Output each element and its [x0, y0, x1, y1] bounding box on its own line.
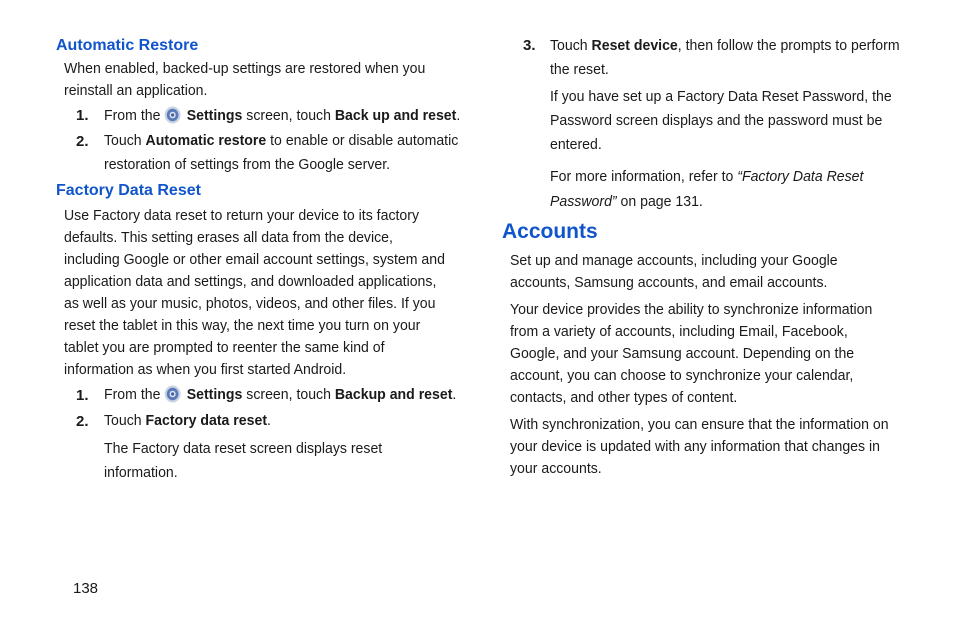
paragraph-line: With synchronization, you can ensure that the information on [510, 416, 889, 433]
page-number: 138 [73, 580, 99, 597]
more-info [550, 164, 863, 214]
step-text: Touch [104, 412, 146, 429]
menu-target: Factory data reset [145, 412, 268, 429]
note-line: The Factory data reset screen displays reset [104, 440, 383, 457]
step-text: restoration of settings from the Google server. [104, 156, 391, 173]
step-number: 1. [76, 107, 89, 124]
step-text: From the [104, 107, 161, 124]
paragraph-line: Set up and manage accounts, including your Google [510, 252, 838, 269]
step-text: the reset. [550, 61, 609, 78]
paragraph-line: accounts, Samsung accounts, and email accounts. [510, 274, 828, 291]
step-text: . [452, 386, 457, 403]
restore-step-1 [104, 105, 460, 127]
paragraph-line: Google, and your Samsung account. Depending on the [510, 345, 855, 362]
reset-intro-line: reset the tablet in this way, the next time you turn on your [64, 317, 421, 334]
restore-intro-line: When enabled, backed-up settings are restored when you [64, 60, 426, 77]
password-note [550, 85, 892, 157]
reset-intro-line: information as when you first started Android. [64, 361, 347, 378]
paragraph-line: from a variety of accounts, including Email, Facebook, [510, 323, 848, 340]
step-text: Touch [550, 37, 592, 54]
paragraph-line: contacts, and other types of content. [510, 389, 738, 406]
step-number: 2. [76, 413, 89, 430]
step-text: , then follow the prompts to perform [677, 37, 900, 54]
step-text: . [456, 107, 461, 124]
reset-intro [64, 205, 445, 381]
step-text: For more information, refer to [550, 168, 738, 185]
step-text: screen, touch [242, 107, 335, 124]
menu-target: Automatic restore [145, 132, 267, 149]
reset-intro-line: defaults. This setting erases all data from the device, [64, 229, 393, 246]
reset-step-1 [104, 384, 456, 406]
step-text: . [267, 412, 271, 429]
reset-intro-line: application data and settings, and downloaded applications, [64, 273, 437, 290]
paragraph-line: your device is updated with any information that changes in [510, 438, 880, 455]
restore-intro-line: reinstall an application. [64, 82, 208, 99]
heading-accounts: Accounts [502, 220, 598, 243]
step-text: From the [104, 386, 161, 403]
paragraph-line: Your device provides the ability to synchronize information [510, 301, 873, 318]
note-line: Password screen displays and the password must be [550, 112, 883, 129]
step-text: Touch [104, 132, 146, 149]
note-line: If you have set up a Factory Data Reset Password, the [550, 88, 892, 105]
menu-target: Backup and reset [334, 386, 453, 403]
cross-reference-link[interactable]: Password” [550, 193, 617, 210]
step-text: on page 131. [616, 193, 703, 210]
reset-intro-line: including Google or other email account settings, system and [64, 251, 445, 268]
menu-target: Reset device [591, 37, 678, 54]
accounts-paragraph-1 [510, 250, 838, 294]
paragraph-line: account, you can choose to synchronize your calendar, [510, 367, 854, 384]
step-text: screen, touch [242, 386, 335, 403]
reset-step-2 [104, 410, 271, 432]
reset-step-3 [550, 34, 900, 82]
reset-intro-line: as well as your music, photos, videos, and other files. If you [64, 295, 436, 312]
step-text: to enable or disable automatic [266, 132, 459, 149]
reset-intro-line: tablet you are prompted to reenter the same kind of [64, 339, 385, 356]
accounts-paragraph-3 [510, 414, 889, 480]
heading-factory-data-reset: Factory Data Reset [56, 182, 201, 199]
settings-label: Settings [186, 107, 243, 124]
restore-intro [64, 58, 425, 102]
restore-step-2 [104, 130, 458, 176]
note-line: entered. [550, 136, 602, 153]
cross-reference-link[interactable]: “Factory Data Reset [737, 168, 864, 185]
settings-gear-icon [164, 385, 181, 403]
settings-gear-icon [164, 106, 181, 124]
step-number: 1. [76, 387, 89, 404]
reset-note [104, 437, 382, 485]
note-line: information. [104, 464, 178, 481]
heading-automatic-restore: Automatic Restore [56, 37, 199, 54]
reset-intro-line: Use Factory data reset to return your device to its factory [64, 207, 420, 224]
paragraph-line: your accounts. [510, 460, 602, 477]
step-number: 2. [76, 133, 89, 150]
step-number: 3. [523, 37, 536, 54]
settings-label: Settings [186, 386, 243, 403]
menu-target: Back up and reset [334, 107, 457, 124]
accounts-paragraph-2 [510, 299, 872, 409]
